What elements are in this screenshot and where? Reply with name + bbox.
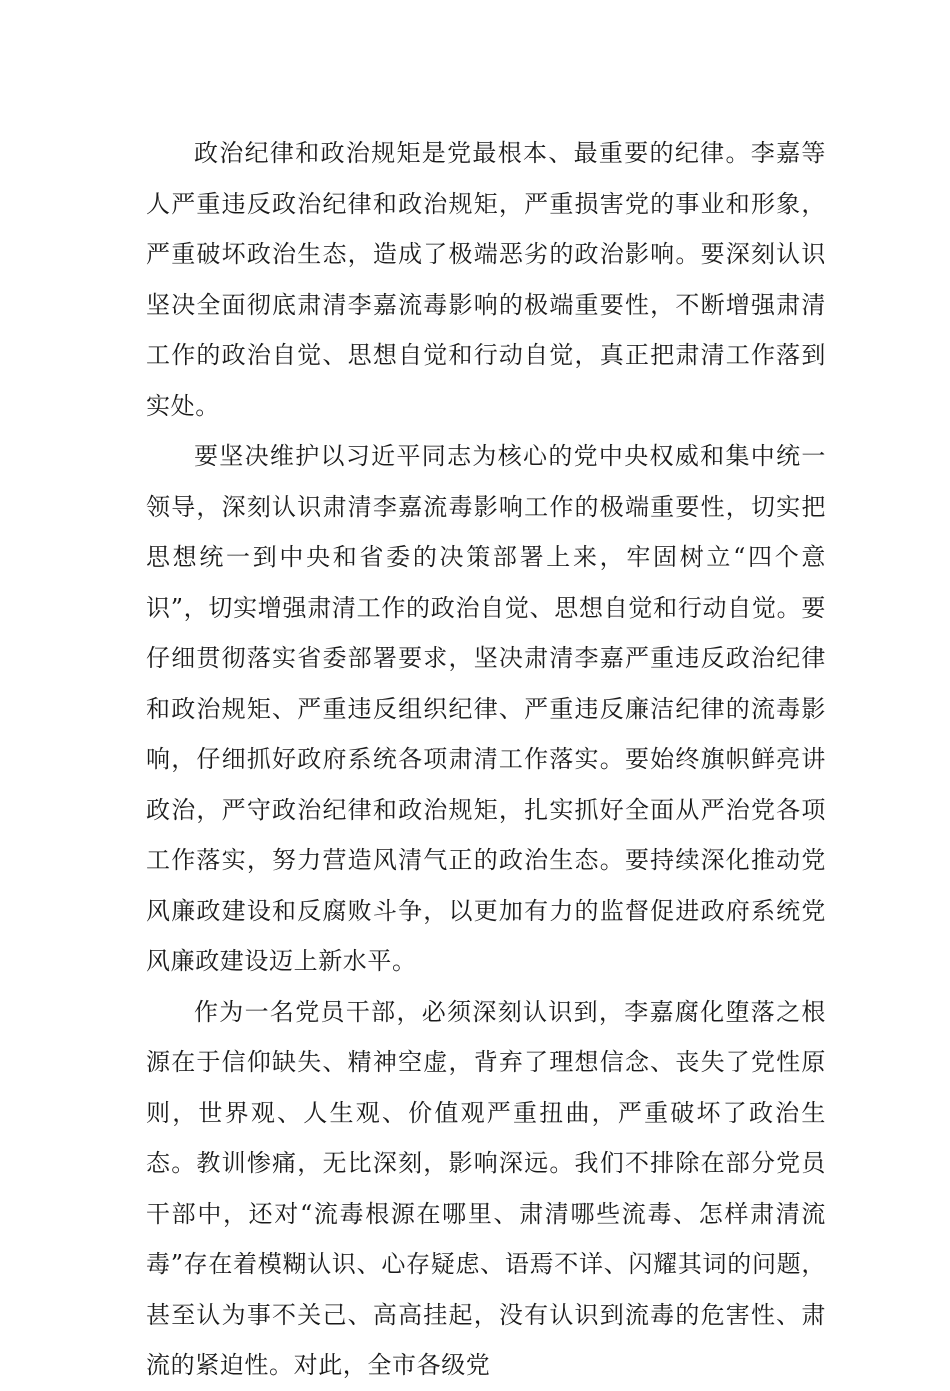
- paragraph-3: 作为一名党员干部，必须深刻认识到，李嘉腐化堕落之根源在于信仰缺失、精神空虚，背弃了理想信念、丧失了党性原则，世界观、人生观、价值观严重扭曲，严重破坏了政治生态。教训惨痛，无比深刻，影响深远。我们不排除在部分党员干部中，还对“流毒根源在哪里、肃清哪些流毒、怎样肃清流毒”存在着模糊认识、心存疑虑、语焉不详、闪耀其词的问题，甚至认为事不关己、高高挂起，没有认识到流毒的危害性、肃流的紧迫性。对此，全市各级党: [146, 997, 826, 1379]
- paragraph-2: 要坚决维护以习近平同志为核心的党中央权威和集中统一领导，深刻认识肃清李嘉流毒影响工作的极端重要性，切实把思想统一到中央和省委的决策部署上来，牢固树立“四个意识”，切实增强肃清工作的政治自觉、思想自觉和行动自觉。要仔细贯彻落实省委部署要求，坚决肃清李嘉严重违反政治纪律和政治规矩、严重违反组织纪律、严重违反廉洁纪律的流毒影响，仔细抓好政府系统各项肃清工作落实。要始终旗帜鲜亮讲政治，严守政治纪律和政治规矩，扎实抓好全面从严治党各项工作落实，努力营造风清气正的政治生态。要持续深化推动党风廉政建设和反腐败斗争，以更加有力的监督促进政府系统党风廉政建设迈上新水平。: [146, 442, 826, 975]
- document-body: [146, 128, 826, 1391]
- paragraph-1: 政治纪律和政治规矩是党最根本、最重要的纪律。李嘉等人严重违反政治纪律和政治规矩，严重损害党的事业和形象，严重破坏政治生态，造成了极端恶劣的政治影响。要深刻认识坚决全面彻底肃清李嘉流毒影响的极端重要性，不断增强肃清工作的政治自觉、思想自觉和行动自觉，真正把肃清工作落到实处。: [146, 139, 826, 420]
